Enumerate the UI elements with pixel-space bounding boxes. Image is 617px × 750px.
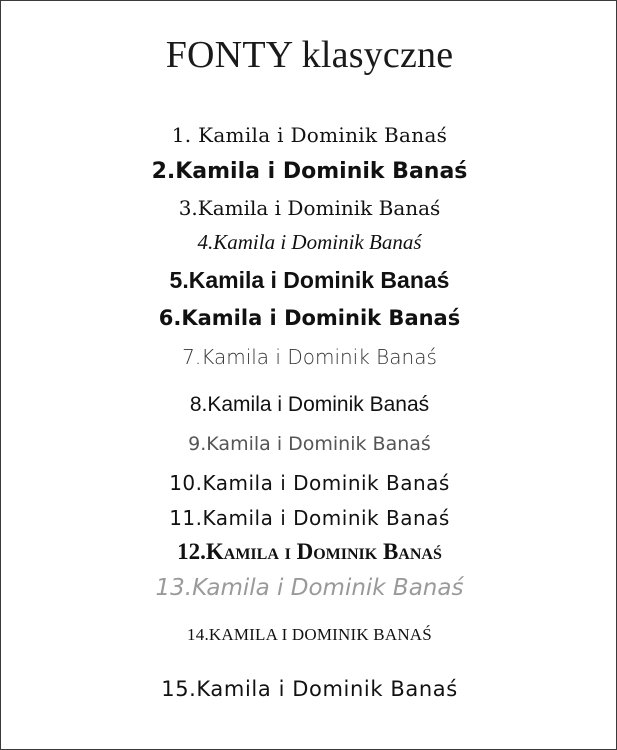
font-sample-1: 1. Kamila i Dominik Banaś (171, 123, 448, 147)
font-sample-12: 12.Kamila i Dominik Banaś (177, 539, 442, 564)
font-sample-2: 2.Kamila i Dominik Banaś (151, 159, 468, 184)
font-sample-5: 5.Kamila i Dominik Banaś (169, 267, 450, 293)
page-title: FONTY klasyczne (165, 34, 454, 76)
font-sample-8: 8.Kamila i Dominik Banaś (189, 393, 430, 416)
font-sample-15: 15.Kamila i Dominik Banaś (161, 677, 458, 701)
font-sample-13: 13.Kamila i Dominik Banaś (155, 575, 464, 601)
font-sample-7: 7.Kamila i Dominik Banaś (182, 345, 437, 369)
font-sample-11: 11.Kamila i Dominik Banaś (169, 506, 450, 530)
font-sample-10: 10.Kamila i Dominik Banaś (169, 471, 450, 495)
font-sample-6: 6.Kamila i Dominik Banaś (158, 306, 461, 330)
font-sample-9: 9.Kamila i Dominik Banaś (188, 433, 431, 455)
font-sample-14: 14.KAMILA I DOMINIK BANAŚ (187, 625, 432, 644)
font-sample-4: 4.Kamila i Dominik Banaś (197, 230, 422, 254)
font-sample-3: 3.Kamila i Dominik Banaś (178, 196, 441, 220)
